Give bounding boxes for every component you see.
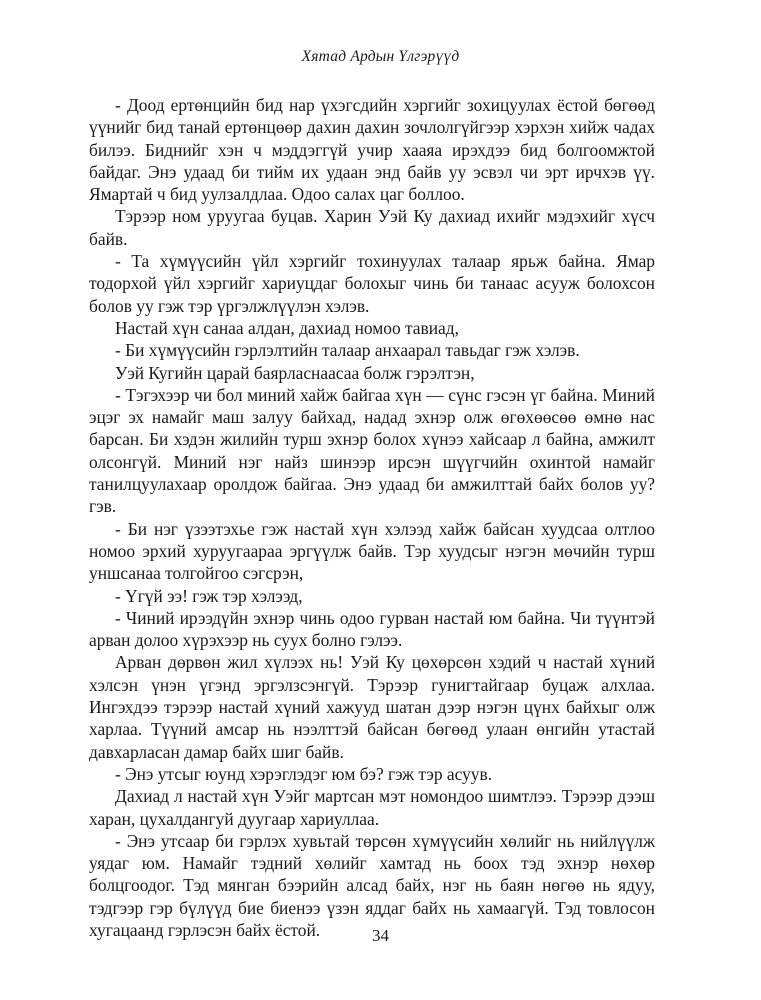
- paragraph: Тэрээр ном уруугаа буцав. Харин Уэй Ку дахиад ихийг мэдэхийг хүсч байв.: [89, 206, 655, 249]
- body-text: [89, 94, 655, 941]
- paragraph: - Тэгэхээр чи бол миний хайж байгаа хүн — сүнс гэсэн үг байна. Миний эцэг эх намайг маш залуу байхад, надад эхнэр олж өгөхөөсөө өмнө нас барсан. Би хэдэн жилийн турш эхнэр болох хүнээ хайсаар л байна, амжилт олсонгүй. Миний нэг найз шинээр ирсэн шүүгчийн охинтой намайг танилцуулахаар оролдож байгаа. Энэ удаад би амжилттай байх болов уу? гэв.: [89, 384, 655, 517]
- paragraph: - Энэ утсаар би гэрлэх хувьтай төрсөн хүмүүсийн хөлийг нь нийлүүлж уядаг юм. Намайг тэдний хөлийг хамтад нь боох тэд эхнэр нөхөр болцгоодог. Тэд мянган бээрийн алсад байх, нэг нь баян нөгөө нь ядуу, тэдгээр гэр бүлүүд бие биенээ үзэн яддаг байх нь хамаагүй. Тэд товлосон хугацаанд гэрлэсэн байх ёстой.: [89, 830, 655, 940]
- paragraph: Дахиад л настай хүн Уэйг мартсан мэт номондоо шимтлээ. Тэрээр дээш харан, цухалдангуй дуугаар хариуллаа.: [89, 786, 655, 829]
- paragraph: Уэй Кугийн царай баярласнаасаа болж гэрэлтэн,: [115, 362, 475, 383]
- page-number: 34: [372, 926, 389, 945]
- paragraph: - Би нэг үзээтэхье гэж настай хүн хэлээд хайж байсан хуудсаа олтлоо номоо эрхий хуруугаараа эргүүлж байв. Тэр хуудсыг нэгэн мөчийн турш уншсанаа толгойгоо сэгсрэн,: [89, 518, 655, 584]
- paragraph: - Би хүмүүсийн гэрлэлтийн талаар анхаарал тавьдаг гэж хэлэв.: [115, 340, 580, 361]
- paragraph: - Доод ертөнцийн бид нар үхэгсдийн хэргийг зохицуулах ёстой бөгөөд үүнийг бид танай ертөнцөөр дахин дахин зочлолгүйгээр хэрхэн хийж чадах билээ. Биднийг хэн ч мэддэггүй учир хааяа ирэхдээ бид болгоомжтой байдаг. Энэ удаад би тийм их удаан энд байв уу эсвэл чи эрт ирчхэв үү. Ямартай ч бид уулзалдлаа. Одоо салах цаг боллоо.: [89, 95, 655, 205]
- paragraph: - Та хүмүүсийн үйл хэргийг тохинуулах талаар ярьж байна. Ямар тодорхой үйл хэргийг хариуцдаг болохыг чинь би танаас асууж болохсон болов уу гэж тэр үргэлжлүүлэн хэлэв.: [89, 251, 655, 316]
- paragraph: Арван дөрвөн жил хүлээх нь! Уэй Ку цөхөрсөн хэдий ч настай хүний хэлсэн үнэн үгэнд эргэлзсэнгүй. Тэрээр гунигтайгаар буцаж алхлаа. Ингэхдээ тэрээр настай хүний хажууд шатан дээр нэгэн цүнх байхыг олж харлаа. Түүний амсар нь нээлттэй байсан бөгөөд улаан өнгийн утастай давхарласан дамар байх шиг байв.: [89, 652, 655, 762]
- running-header: Хятад Ардын Үлгэрүүд: [301, 48, 460, 65]
- paragraph: - Чиний ирээдүйн эхнэр чинь одоо гурван настай юм байна. Чи түүнтэй арван долоо хүрэхээр нь суух болно гэлээ.: [89, 607, 655, 651]
- paragraph: Настай хүн санаа алдан, дахиад номоо тавиад,: [115, 317, 459, 338]
- paragraph: - Үгүй ээ! гэж тэр хэлээд,: [115, 585, 303, 606]
- paragraph: - Энэ утсыг юунд хэрэглэдэг юм бэ? гэж тэр асуув.: [115, 763, 493, 784]
